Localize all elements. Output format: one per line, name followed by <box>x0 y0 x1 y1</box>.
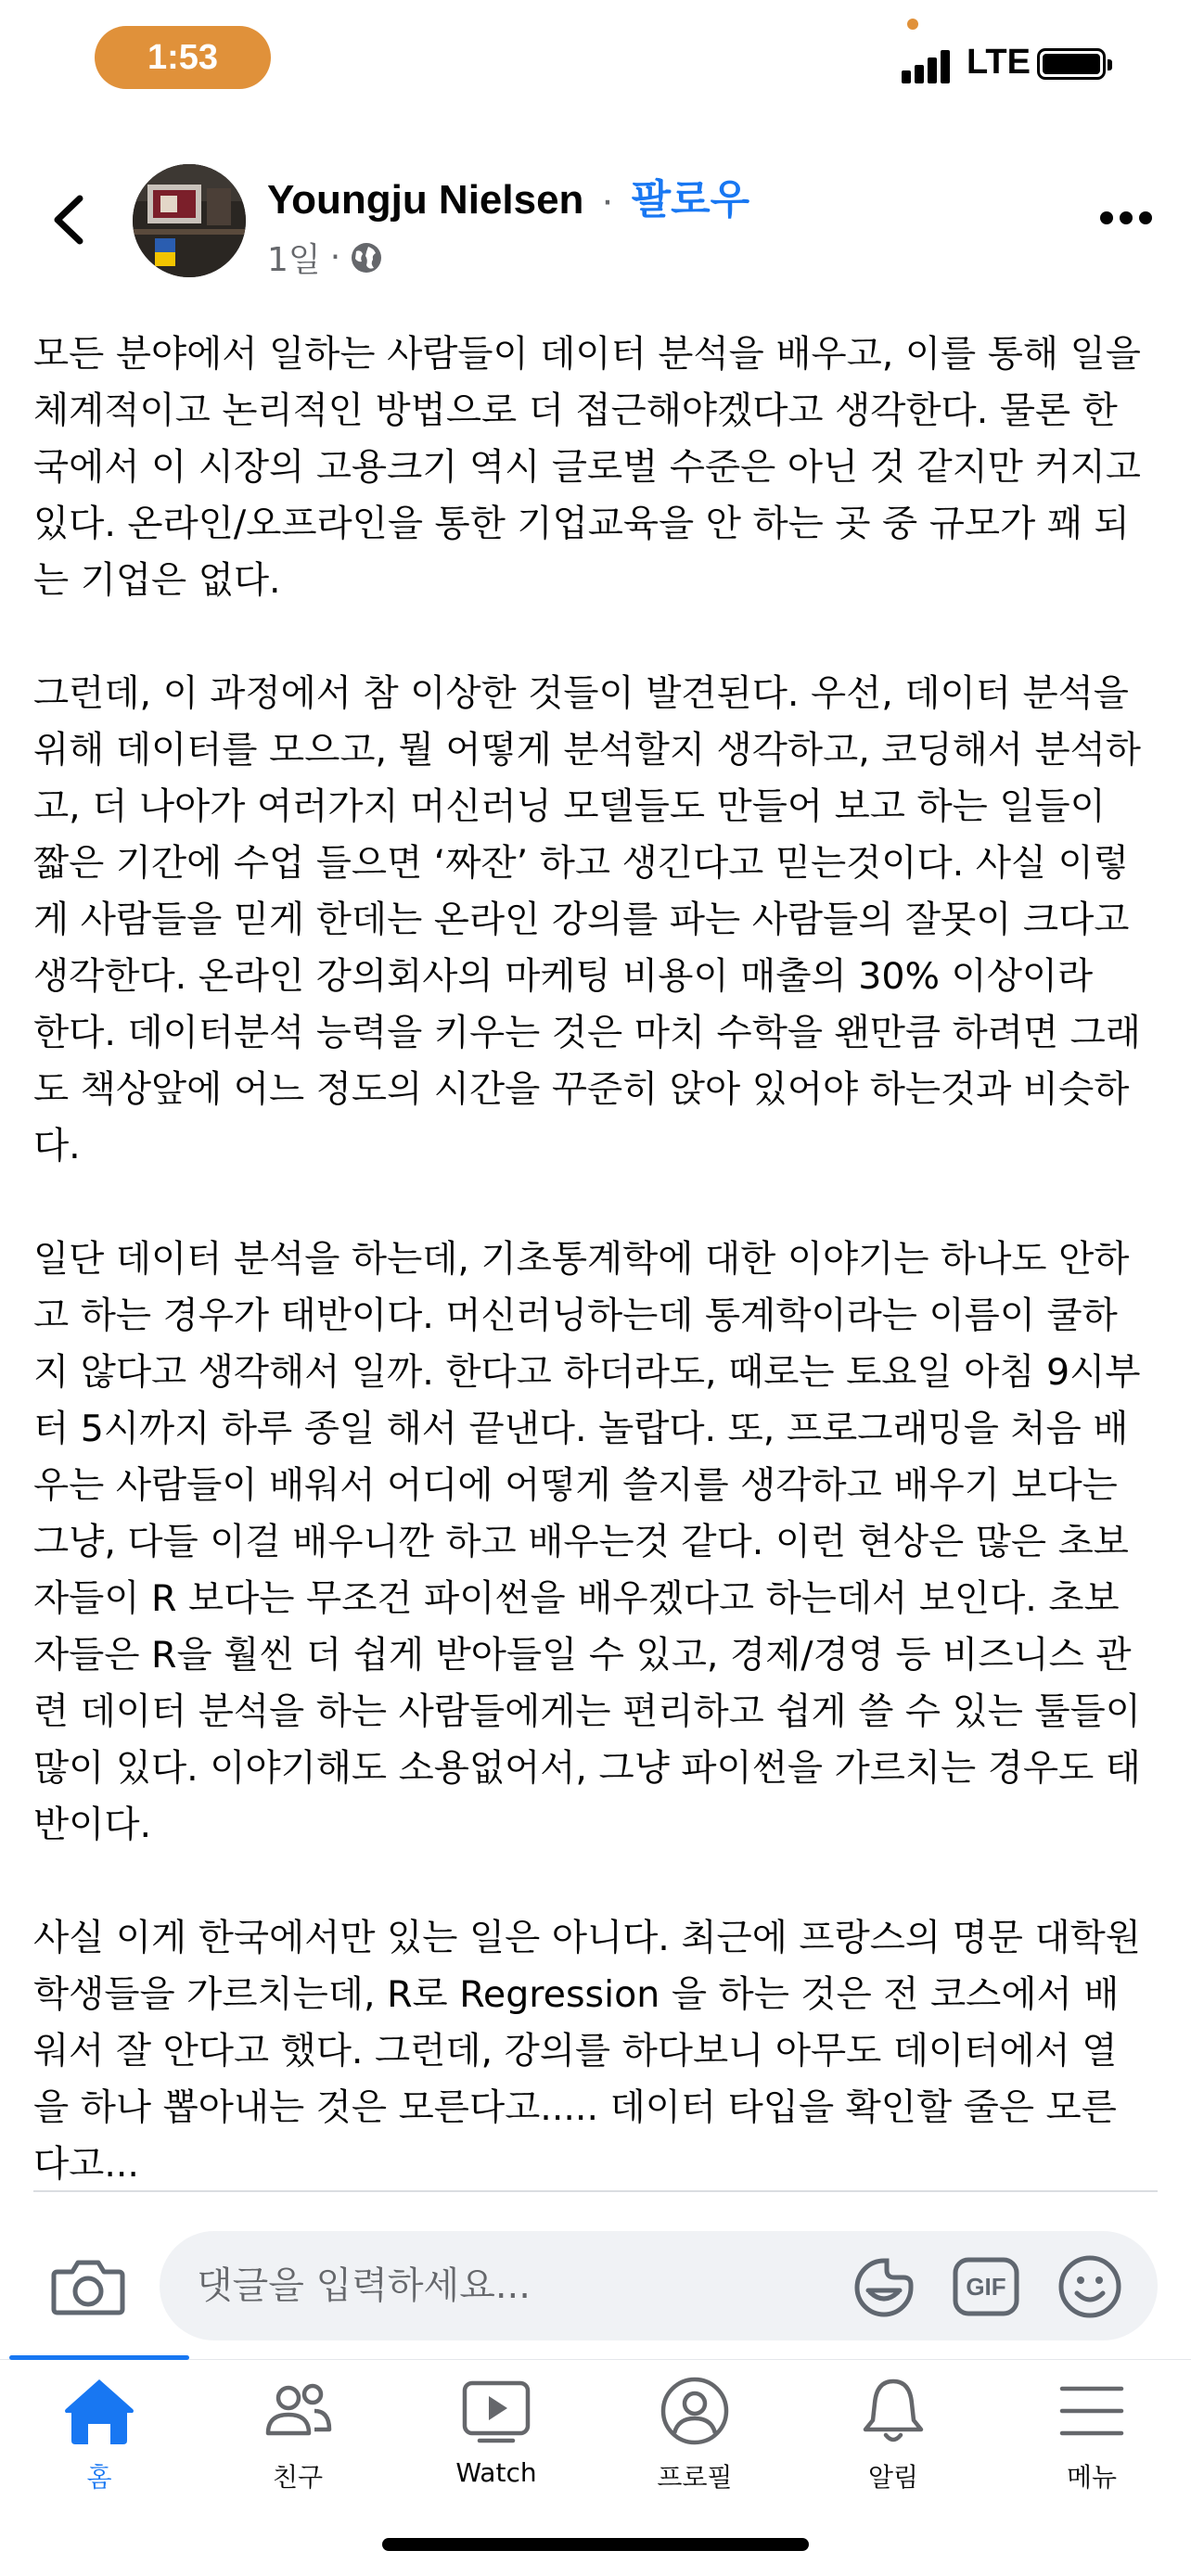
profile-icon <box>658 2376 732 2446</box>
post-meta <box>267 234 383 281</box>
post-paragraph: 일단 데이터 분석을 하는데, 기초통계학에 대한 이야기는 하나도 안하 고 하는 경우가 태반이다. 머신러닝하는데 통계학이라는 이름이 쿨하 지 않다고 생각해서 일까. 한다고 하더라도, 때로는 토요일 아침 9시부 터 5시까지 하루 종일 해서 끝낸다. 놀랍다. 또, 프로그래밍을 처음 배 우는 사람들이 배워서 어디에 어떻게 쓸지를 생각하고 배우기 보다는 그냥, 다들 이걸 배우니깐 하고 배우는것 같다. 이런 현상은 많은 초보 자들이 R 보다는 무조건 파이썬을 배우겠다고 하는데서 보인다. 초보 자들은 R을 훨씬 더 쉽게 받아들일 수 있고, 경제/경영 등 비즈니스 관 련 데이터 분석을 하는 사람들에게는 편리하고 쉽게 쓸 수 있는 툴들이 많이 있다. 이야기해도 소용없어서, 그냥 파이썬을 가르치는 경우도 태 반이다. <box>33 1238 1141 1846</box>
author-row <box>267 172 749 228</box>
tab-label: 친구 <box>272 2462 324 2493</box>
more-dots-icon <box>1100 211 1113 224</box>
author-name[interactable]: Youngju Nielsen <box>267 177 584 223</box>
status-time[interactable]: 1:53 <box>95 26 271 89</box>
tab-label: 알림 <box>867 2462 919 2493</box>
comment-placeholder: 댓글을 입력하세요... <box>197 2264 531 2307</box>
globe-icon <box>350 241 383 274</box>
home-indicator[interactable] <box>382 2538 809 2551</box>
author-separator: · <box>600 177 615 223</box>
battery-icon <box>1037 48 1106 80</box>
network-type: LTE <box>967 43 1031 82</box>
gif-label: GIF <box>966 2273 1006 2301</box>
post-text <box>33 326 1165 2193</box>
tab-label: 홈 <box>86 2462 112 2493</box>
more-options-button[interactable] <box>1100 211 1152 224</box>
status-bar <box>0 0 1191 121</box>
tab-menu[interactable] <box>992 2376 1191 2524</box>
author-avatar[interactable] <box>133 164 246 277</box>
avatar-image <box>133 164 246 277</box>
signal-bars-icon <box>902 46 957 83</box>
post-paragraph: 모든 분야에서 일하는 사람들이 데이터 분석을 배우고, 이를 통해 일을 체계적이고 논리적인 방법으로 더 접근해야겠다고 생각한다. 물론 한 국에서 이 시장의 고용크기 역시 글로벌 수준은 아닌 것 같지만 커지고 있다. 온라인/오프라인을 통한 기업교육을 안 하는 곳 중 규모가 꽤 되 는 기업은 없다. <box>33 333 1141 602</box>
post-paragraph: 그런데, 이 과정에서 참 이상한 것들이 발견된다. 우선, 데이터 분석을 위해 데이터를 모으고, 뭘 어떻게 분석할지 생각하고, 코딩해서 분석하 고, 더 나아가 여러가지 머신러닝 모델들도 만들어 보고 하는 일들이 짧은 기간에 수업 들으면 ‘짜잔’ 하고 생긴다고 믿는것이다. 사실 이렇 게 사람들을 믿게 한데는 온라인 강의를 파는 사람들의 잘못이 크다고 생각한다. 온라인 강의회사의 마케팅 비용이 매출의 30% 이상이라 한다. 데이터분석 능력을 키우는 것은 마치 수학을 왠만큼 하려면 그래 도 책상앞에 어느 정도의 시간을 꾸준히 앉아 있어야 하는것과 비슷하 다. <box>33 672 1141 1167</box>
tab-label: 메뉴 <box>1066 2462 1118 2493</box>
camera-button[interactable] <box>50 2253 126 2318</box>
follow-button[interactable]: 팔로우 <box>631 177 750 223</box>
comment-input[interactable] <box>160 2231 1158 2340</box>
tab-notifications[interactable] <box>794 2376 992 2524</box>
active-tab-indicator <box>9 2355 189 2360</box>
tab-profile[interactable] <box>596 2376 794 2524</box>
post-time[interactable]: 1일 <box>267 241 321 279</box>
tab-label: Watch <box>455 2457 537 2488</box>
divider <box>33 2190 1158 2192</box>
tab-label: 프로필 <box>657 2462 733 2493</box>
watch-video-icon <box>459 2376 533 2446</box>
home-icon <box>62 2376 136 2446</box>
tab-friends[interactable] <box>198 2376 397 2524</box>
chevron-left-icon <box>45 185 91 254</box>
privacy-indicator-dot <box>907 19 918 30</box>
sticker-button[interactable] <box>853 2257 915 2318</box>
friends-icon <box>261 2376 335 2446</box>
post-paragraph: 사실 이게 한국에서만 있는 일은 아니다. 최근에 프랑스의 명문 대학원 학생들을 가르치는데, R로 Regression 을 하는 것은 전 코스에서 배 워서 잘 안다고 했다. 그런데, 강의를 하다보니 아무도 데이터에서 열 을 하나 뽑아내는 것은 모른다고..... 데이터 타입을 확인할 줄은 모른 다고... <box>33 1917 1141 2186</box>
meta-separator: · <box>329 238 341 276</box>
menu-icon <box>1055 2376 1129 2446</box>
tab-watch[interactable] <box>397 2376 596 2524</box>
smiley-icon <box>1057 2254 1122 2319</box>
bell-icon <box>856 2376 930 2446</box>
gif-button[interactable] <box>953 2257 1019 2316</box>
emoji-button[interactable] <box>1057 2254 1122 2319</box>
back-button[interactable] <box>45 185 91 254</box>
sticker-icon <box>853 2257 915 2318</box>
camera-icon <box>50 2253 126 2318</box>
tab-home[interactable] <box>0 2376 198 2524</box>
